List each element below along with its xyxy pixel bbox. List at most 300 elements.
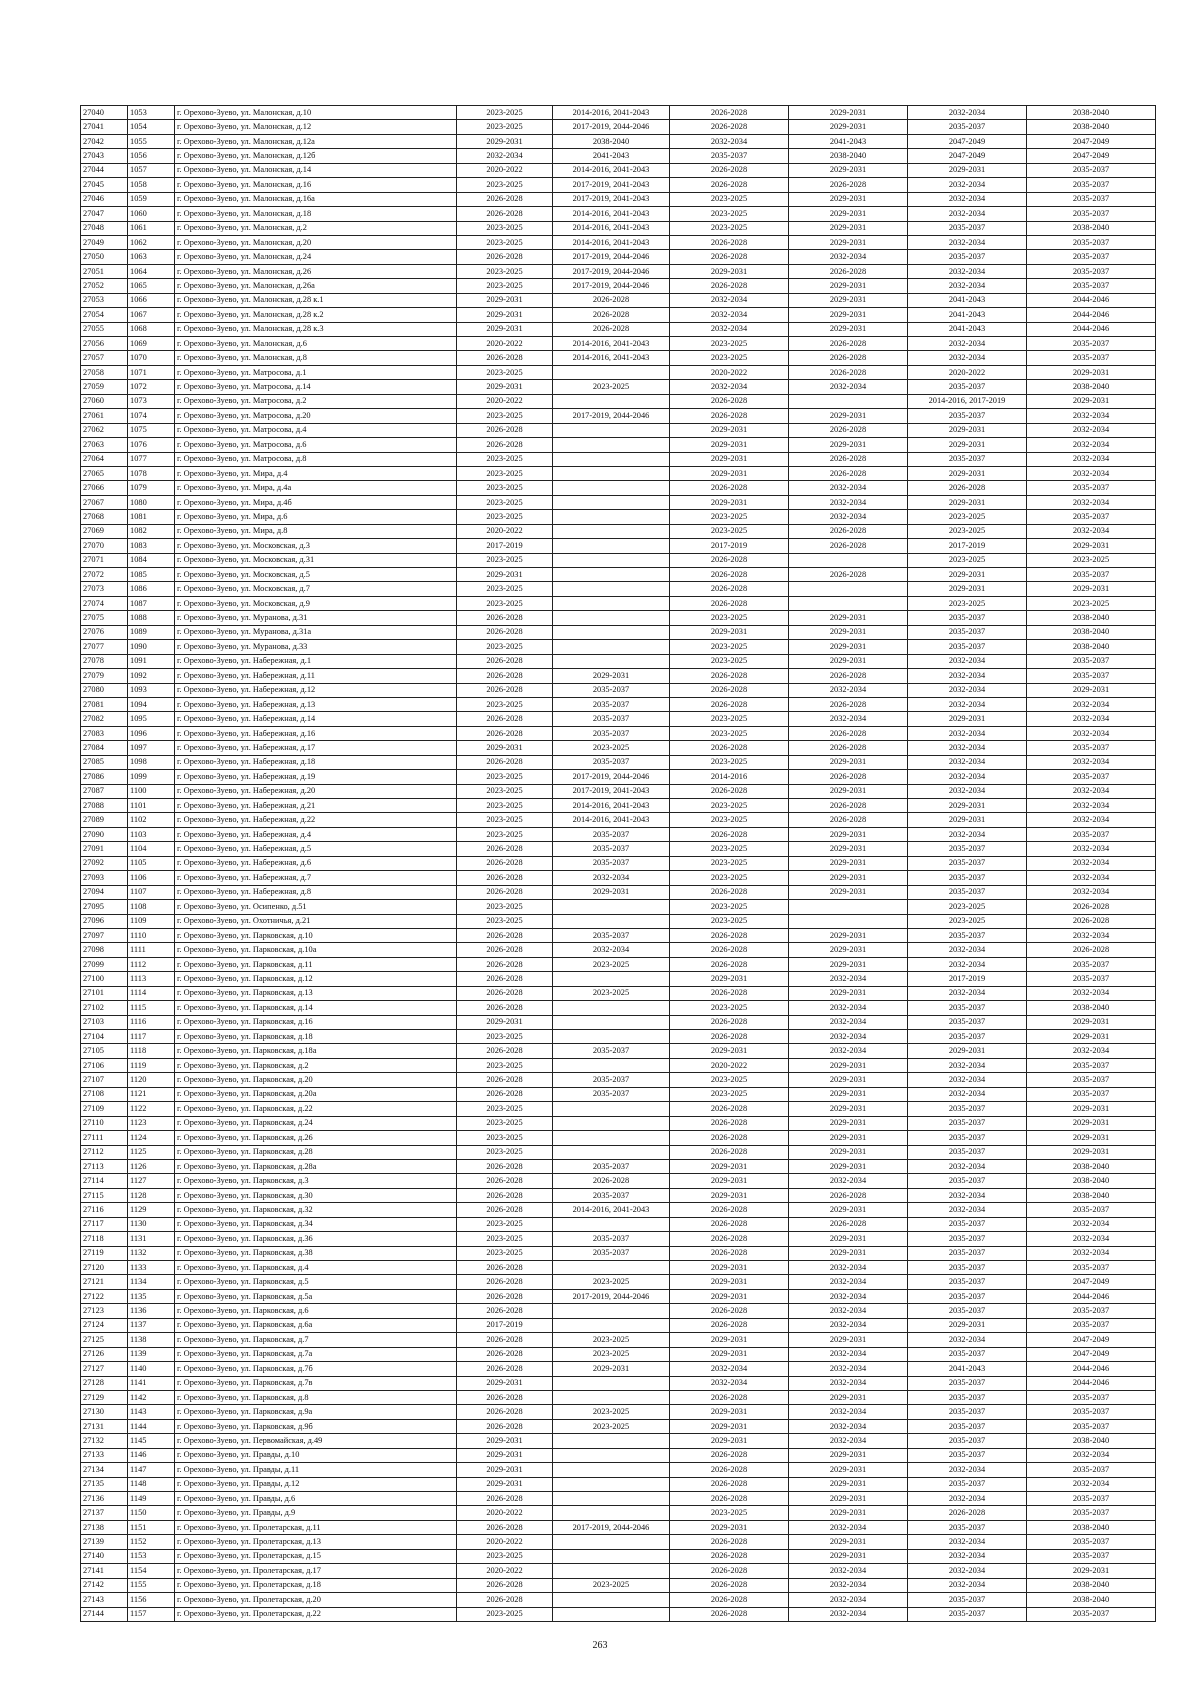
- table-row: [81, 1434, 1156, 1448]
- table-cell: г. Орехово-Зуево, ул. Первомайская, д.49: [175, 1434, 457, 1448]
- table-cell: 2035-2037: [908, 640, 1027, 654]
- table-cell: 2032-2034: [670, 322, 789, 336]
- table-row: [81, 134, 1156, 148]
- table-cell: 27139: [81, 1535, 128, 1549]
- table-cell: г. Орехово-Зуево, ул. Парковская, д.7в: [175, 1376, 457, 1390]
- table-cell: 2026-2028: [457, 972, 553, 986]
- table-cell: 2026-2028: [908, 1506, 1027, 1520]
- table-cell: 2023-2025: [670, 1001, 789, 1015]
- table-cell: 2026-2028: [457, 423, 553, 437]
- table-cell: 1126: [128, 1159, 175, 1173]
- table-cell: 2029-2031: [908, 568, 1027, 582]
- table-cell: [553, 1390, 670, 1404]
- table-cell: [553, 1116, 670, 1130]
- table-cell: 2035-2037: [553, 1044, 670, 1058]
- table-cell: 1156: [128, 1593, 175, 1607]
- table-cell: 27047: [81, 207, 128, 221]
- table-cell: 2029-2031: [457, 380, 553, 394]
- table-cell: 2029-2031: [789, 1535, 908, 1549]
- table-cell: 2032-2034: [789, 1030, 908, 1044]
- table-cell: 2026-2028: [670, 741, 789, 755]
- table-cell: 2029-2031: [789, 640, 908, 654]
- table-cell: 2014-2016, 2041-2043: [553, 799, 670, 813]
- table-cell: 27137: [81, 1506, 128, 1520]
- table-cell: г. Орехово-Зуево, ул. Набережная, д.14: [175, 712, 457, 726]
- table-cell: 27073: [81, 582, 128, 596]
- table-row: [81, 1607, 1156, 1621]
- table-cell: 2038-2040: [1027, 625, 1156, 639]
- table-cell: г. Орехово-Зуево, ул. Парковская, д.16: [175, 1015, 457, 1029]
- table-cell: 2023-2025: [457, 697, 553, 711]
- table-cell: 2023-2025: [457, 481, 553, 495]
- table-cell: г. Орехово-Зуево, ул. Малонская, д.2: [175, 221, 457, 235]
- table-cell: г. Орехово-Зуево, ул. Набережная, д.20: [175, 784, 457, 798]
- table-cell: 2017-2019, 2044-2046: [553, 120, 670, 134]
- table-cell: 2032-2034: [789, 1419, 908, 1433]
- table-cell: 27136: [81, 1492, 128, 1506]
- table-cell: 27109: [81, 1102, 128, 1116]
- table-cell: 2032-2034: [908, 726, 1027, 740]
- table-cell: 27051: [81, 264, 128, 278]
- table-cell: 2032-2034: [908, 264, 1027, 278]
- table-cell: 1103: [128, 827, 175, 841]
- table-cell: 1129: [128, 1203, 175, 1217]
- table-cell: 2023-2025: [457, 900, 553, 914]
- table-cell: 2029-2031: [670, 1405, 789, 1419]
- table-row: [81, 1131, 1156, 1145]
- table-cell: 2014-2016, 2041-2043: [553, 221, 670, 235]
- table-row: [81, 1203, 1156, 1217]
- table-cell: 2035-2037: [908, 380, 1027, 394]
- table-row: [81, 669, 1156, 683]
- table-cell: 2029-2031: [457, 1434, 553, 1448]
- table-cell: г. Орехово-Зуево, ул. Парковская, д.5: [175, 1275, 457, 1289]
- table-cell: 2029-2031: [789, 943, 908, 957]
- table-cell: 2026-2028: [457, 1347, 553, 1361]
- table-cell: 1113: [128, 972, 175, 986]
- table-cell: 2023-2025: [670, 900, 789, 914]
- table-cell: 2032-2034: [1027, 1477, 1156, 1491]
- table-cell: 2023-2025: [670, 192, 789, 206]
- table-cell: [789, 553, 908, 567]
- table-cell: 1083: [128, 539, 175, 553]
- table-cell: 2035-2037: [553, 1188, 670, 1202]
- table-cell: 1057: [128, 163, 175, 177]
- table-cell: 2035-2037: [908, 842, 1027, 856]
- table-row: [81, 1261, 1156, 1275]
- table-cell: 27042: [81, 134, 128, 148]
- table-cell: 2026-2028: [789, 697, 908, 711]
- table-cell: [553, 553, 670, 567]
- table-cell: 2035-2037: [908, 1174, 1027, 1188]
- table-cell: 27118: [81, 1232, 128, 1246]
- table-cell: 2035-2037: [908, 1520, 1027, 1534]
- table-cell: 2032-2034: [908, 1087, 1027, 1101]
- table-cell: 2029-2031: [670, 423, 789, 437]
- table-cell: 2026-2028: [789, 524, 908, 538]
- table-cell: г. Орехово-Зуево, ул. Парковская, д.28а: [175, 1159, 457, 1173]
- table-cell: 2032-2034: [908, 784, 1027, 798]
- table-cell: 2026-2028: [670, 582, 789, 596]
- table-cell: г. Орехово-Зуево, ул. Малонская, д.18: [175, 207, 457, 221]
- table-cell: 1127: [128, 1174, 175, 1188]
- table-cell: 2020-2022: [457, 524, 553, 538]
- table-cell: 2035-2037: [908, 611, 1027, 625]
- table-cell: 2023-2025: [457, 495, 553, 509]
- table-cell: [553, 582, 670, 596]
- table-cell: 2026-2028: [789, 178, 908, 192]
- table-cell: 2029-2031: [789, 322, 908, 336]
- table-cell: 2032-2034: [908, 1564, 1027, 1578]
- table-cell: г. Орехово-Зуево, ул. Малонская, д.26: [175, 264, 457, 278]
- table-cell: 2014-2016, 2041-2043: [553, 235, 670, 249]
- document-sheet: [80, 105, 1155, 1622]
- table-cell: 2035-2037: [1027, 1087, 1156, 1101]
- table-cell: 2029-2031: [670, 1289, 789, 1303]
- table-row: [81, 1549, 1156, 1563]
- table-cell: г. Орехово-Зуево, ул. Малонская, д.26а: [175, 279, 457, 293]
- table-cell: 2032-2034: [1027, 755, 1156, 769]
- table-cell: 27126: [81, 1347, 128, 1361]
- table-cell: 2032-2034: [908, 1535, 1027, 1549]
- table-cell: 2026-2028: [670, 1607, 789, 1621]
- table-row: [81, 1477, 1156, 1491]
- table-row: [81, 380, 1156, 394]
- table-cell: 2023-2025: [670, 726, 789, 740]
- table-cell: 2032-2034: [789, 481, 908, 495]
- table-cell: 2026-2028: [457, 712, 553, 726]
- table-cell: 2032-2034: [789, 1275, 908, 1289]
- table-cell: 2026-2028: [789, 770, 908, 784]
- table-row: [81, 308, 1156, 322]
- table-cell: [553, 524, 670, 538]
- table-cell: 2026-2028: [670, 986, 789, 1000]
- table-cell: 2029-2031: [789, 308, 908, 322]
- table-cell: 2035-2037: [908, 1448, 1027, 1462]
- table-cell: 2035-2037: [1027, 1261, 1156, 1275]
- table-cell: [553, 423, 670, 437]
- table-cell: 2038-2040: [553, 134, 670, 148]
- table-cell: 2035-2037: [1027, 669, 1156, 683]
- table-cell: 27063: [81, 438, 128, 452]
- table-cell: 2020-2022: [457, 1535, 553, 1549]
- table-row: [81, 1275, 1156, 1289]
- table-cell: 2032-2034: [789, 1434, 908, 1448]
- table-cell: г. Орехово-Зуево, ул. Набережная, д.4: [175, 827, 457, 841]
- table-cell: г. Орехово-Зуево, ул. Парковская, д.26: [175, 1131, 457, 1145]
- table-cell: г. Орехово-Зуево, ул. Московская, д.5: [175, 568, 457, 582]
- table-cell: 27061: [81, 409, 128, 423]
- table-cell: 2041-2043: [908, 322, 1027, 336]
- table-row: [81, 1304, 1156, 1318]
- table-cell: 2026-2028: [789, 423, 908, 437]
- table-cell: 1117: [128, 1030, 175, 1044]
- table-cell: 2026-2028: [789, 669, 908, 683]
- table-cell: 2014-2016, 2041-2043: [553, 1203, 670, 1217]
- table-cell: 1053: [128, 106, 175, 120]
- table-cell: 2032-2034: [789, 712, 908, 726]
- table-cell: г. Орехово-Зуево, ул. Парковская, д.28: [175, 1145, 457, 1159]
- table-cell: 2035-2037: [908, 120, 1027, 134]
- table-row: [81, 654, 1156, 668]
- table-cell: 27122: [81, 1289, 128, 1303]
- table-cell: 27103: [81, 1015, 128, 1029]
- table-cell: 1111: [128, 943, 175, 957]
- table-cell: 2035-2037: [1027, 972, 1156, 986]
- table-cell: г. Орехово-Зуево, ул. Пролетарская, д.11: [175, 1520, 457, 1534]
- table-cell: 2026-2028: [670, 957, 789, 971]
- table-cell: 2035-2037: [1027, 264, 1156, 278]
- table-cell: 2026-2028: [457, 207, 553, 221]
- table-cell: 2026-2028: [457, 1275, 553, 1289]
- table-cell: [553, 1506, 670, 1520]
- table-cell: г. Орехово-Зуево, ул. Московская, д.31: [175, 553, 457, 567]
- table-cell: 27119: [81, 1246, 128, 1260]
- table-cell: 2026-2028: [457, 755, 553, 769]
- table-cell: 2035-2037: [1027, 207, 1156, 221]
- table-cell: 2017-2019, 2041-2043: [553, 178, 670, 192]
- table-cell: 27102: [81, 1001, 128, 1015]
- table-cell: 27141: [81, 1564, 128, 1578]
- table-cell: [553, 1217, 670, 1231]
- table-cell: 2035-2037: [1027, 1318, 1156, 1332]
- table-cell: г. Орехово-Зуево, ул. Матросова, д.20: [175, 409, 457, 423]
- table-cell: 2029-2031: [789, 1058, 908, 1072]
- table-row: [81, 1578, 1156, 1592]
- table-cell: 2029-2031: [457, 1015, 553, 1029]
- table-cell: 2026-2028: [553, 1174, 670, 1188]
- table-cell: 2029-2031: [789, 1159, 908, 1173]
- table-cell: 2035-2037: [1027, 510, 1156, 524]
- table-cell: 1071: [128, 365, 175, 379]
- table-cell: 2026-2028: [670, 1015, 789, 1029]
- table-cell: 27131: [81, 1419, 128, 1433]
- table-cell: г. Орехово-Зуево, ул. Набережная, д.21: [175, 799, 457, 813]
- table-row: [81, 524, 1156, 538]
- table-cell: 2038-2040: [1027, 1520, 1156, 1534]
- table-cell: 2020-2022: [670, 365, 789, 379]
- table-cell: 2029-2031: [670, 466, 789, 480]
- table-cell: 2026-2028: [670, 120, 789, 134]
- table-cell: 1101: [128, 799, 175, 813]
- table-cell: 2029-2031: [1027, 1116, 1156, 1130]
- table-cell: 2029-2031: [908, 799, 1027, 813]
- table-cell: 2032-2034: [908, 235, 1027, 249]
- table-cell: 2035-2037: [908, 1289, 1027, 1303]
- table-cell: 1088: [128, 611, 175, 625]
- table-cell: 27114: [81, 1174, 128, 1188]
- table-cell: 2026-2028: [457, 1419, 553, 1433]
- table-cell: 2026-2028: [670, 553, 789, 567]
- table-cell: г. Орехово-Зуево, ул. Малонская, д.6: [175, 337, 457, 351]
- table-cell: 2026-2028: [670, 1448, 789, 1462]
- table-cell: 2023-2025: [908, 596, 1027, 610]
- table-row: [81, 784, 1156, 798]
- table-cell: 2026-2028: [457, 842, 553, 856]
- table-cell: 2023-2025: [553, 1578, 670, 1592]
- table-cell: 1122: [128, 1102, 175, 1116]
- table-row: [81, 1232, 1156, 1246]
- table-cell: г. Орехово-Зуево, ул. Набережная, д.6: [175, 856, 457, 870]
- table-cell: г. Орехово-Зуево, ул. Парковская, д.13: [175, 986, 457, 1000]
- table-row: [81, 192, 1156, 206]
- table-cell: 1055: [128, 134, 175, 148]
- table-cell: 2023-2025: [457, 784, 553, 798]
- table-cell: 2032-2034: [1027, 452, 1156, 466]
- table-cell: 2029-2031: [457, 1448, 553, 1462]
- table-cell: 27133: [81, 1448, 128, 1462]
- table-cell: г. Орехово-Зуево, ул. Набережная, д.13: [175, 697, 457, 711]
- table-cell: г. Орехово-Зуево, ул. Парковская, д.6: [175, 1304, 457, 1318]
- page-number: 263: [592, 1640, 608, 1651]
- table-cell: 1085: [128, 568, 175, 582]
- table-cell: 2014-2016, 2017-2019: [908, 394, 1027, 408]
- table-cell: 2023-2025: [457, 827, 553, 841]
- table-cell: 1128: [128, 1188, 175, 1202]
- table-cell: 27075: [81, 611, 128, 625]
- table-cell: 2023-2025: [457, 1145, 553, 1159]
- table-cell: 2035-2037: [908, 250, 1027, 264]
- table-cell: 2041-2043: [908, 293, 1027, 307]
- table-cell: 2032-2034: [789, 495, 908, 509]
- table-cell: г. Орехово-Зуево, ул. Малонская, д.28 к.2: [175, 308, 457, 322]
- table-cell: [789, 394, 908, 408]
- table-cell: 27130: [81, 1405, 128, 1419]
- table-cell: г. Орехово-Зуево, ул. Набережная, д.8: [175, 885, 457, 899]
- table-cell: 2029-2031: [670, 1275, 789, 1289]
- table-cell: 2047-2049: [1027, 1333, 1156, 1347]
- table-cell: 2023-2025: [908, 914, 1027, 928]
- table-cell: 1091: [128, 654, 175, 668]
- table-cell: 2017-2019: [670, 539, 789, 553]
- table-cell: 2017-2019, 2044-2046: [553, 409, 670, 423]
- table-cell: 2023-2025: [670, 914, 789, 928]
- table-cell: 27117: [81, 1217, 128, 1231]
- table-row: [81, 799, 1156, 813]
- table-cell: 2029-2031: [553, 669, 670, 683]
- table-row: [81, 914, 1156, 928]
- table-cell: 27080: [81, 683, 128, 697]
- table-cell: 2029-2031: [789, 611, 908, 625]
- table-cell: 2029-2031: [789, 1549, 908, 1563]
- table-cell: 2023-2025: [457, 914, 553, 928]
- table-row: [81, 1217, 1156, 1231]
- table-cell: 2035-2037: [1027, 163, 1156, 177]
- table-row: [81, 683, 1156, 697]
- table-cell: 1110: [128, 928, 175, 942]
- table-cell: 2029-2031: [908, 1318, 1027, 1332]
- table-cell: 2035-2037: [553, 712, 670, 726]
- table-cell: 2023-2025: [670, 813, 789, 827]
- table-cell: 2032-2034: [1027, 1448, 1156, 1462]
- table-cell: 1066: [128, 293, 175, 307]
- table-cell: 2026-2028: [457, 1578, 553, 1592]
- table-cell: 2017-2019, 2044-2046: [553, 250, 670, 264]
- table-cell: 2029-2031: [789, 235, 908, 249]
- table-cell: 2035-2037: [908, 409, 1027, 423]
- table-cell: 2032-2034: [789, 380, 908, 394]
- table-cell: 2026-2028: [670, 1304, 789, 1318]
- table-cell: 2026-2028: [1027, 943, 1156, 957]
- table-cell: 2023-2025: [553, 1419, 670, 1433]
- table-cell: 2026-2028: [1027, 900, 1156, 914]
- table-cell: г. Орехово-Зуево, ул. Правды, д.12: [175, 1477, 457, 1491]
- table-cell: 2023-2025: [670, 856, 789, 870]
- table-cell: 2029-2031: [789, 192, 908, 206]
- table-row: [81, 1535, 1156, 1549]
- table-cell: 2032-2034: [553, 943, 670, 957]
- table-cell: 2029-2031: [789, 1506, 908, 1520]
- table-cell: 1099: [128, 770, 175, 784]
- table-cell: г. Орехово-Зуево, ул. Матросова, д.6: [175, 438, 457, 452]
- table-cell: 2038-2040: [1027, 1001, 1156, 1015]
- table-cell: 27140: [81, 1549, 128, 1563]
- table-cell: 2014-2016, 2041-2043: [553, 106, 670, 120]
- table-cell: 2029-2031: [670, 1159, 789, 1173]
- table-cell: 2029-2031: [908, 813, 1027, 827]
- table-cell: 2032-2034: [908, 697, 1027, 711]
- table-cell: 1080: [128, 495, 175, 509]
- table-cell: 2032-2034: [789, 510, 908, 524]
- table-cell: 1069: [128, 337, 175, 351]
- table-cell: 2023-2025: [457, 1246, 553, 1260]
- table-cell: 27077: [81, 640, 128, 654]
- table-cell: 27059: [81, 380, 128, 394]
- table-cell: г. Орехово-Зуево, ул. Малонская, д.16: [175, 178, 457, 192]
- table-cell: 1062: [128, 235, 175, 249]
- table-cell: 2026-2028: [457, 1492, 553, 1506]
- table-cell: 1058: [128, 178, 175, 192]
- table-cell: г. Орехово-Зуево, ул. Матросова, д.14: [175, 380, 457, 394]
- table-cell: 2026-2028: [457, 351, 553, 365]
- table-cell: г. Орехово-Зуево, ул. Охотничья, д.21: [175, 914, 457, 928]
- table-cell: 2023-2025: [457, 106, 553, 120]
- table-cell: 2035-2037: [908, 1001, 1027, 1015]
- table-cell: 27113: [81, 1159, 128, 1173]
- table-cell: 27100: [81, 972, 128, 986]
- table-row: [81, 755, 1156, 769]
- table-cell: 2035-2037: [1027, 1463, 1156, 1477]
- table-row: [81, 712, 1156, 726]
- table-cell: 2014-2016: [670, 770, 789, 784]
- table-cell: г. Орехово-Зуево, ул. Правды, д.10: [175, 1448, 457, 1462]
- table-cell: 2029-2031: [670, 1044, 789, 1058]
- table-cell: 2029-2031: [789, 1145, 908, 1159]
- table-cell: [553, 510, 670, 524]
- table-cell: 2026-2028: [1027, 914, 1156, 928]
- table-cell: г. Орехово-Зуево, ул. Парковская, д.24: [175, 1116, 457, 1130]
- table-cell: 2023-2025: [457, 235, 553, 249]
- table-cell: г. Орехово-Зуево, ул. Малонская, д.28 к.1: [175, 293, 457, 307]
- table-cell: 2029-2031: [457, 741, 553, 755]
- table-cell: 2026-2028: [789, 799, 908, 813]
- table-cell: г. Орехово-Зуево, ул. Пролетарская, д.22: [175, 1607, 457, 1621]
- table-cell: 1100: [128, 784, 175, 798]
- table-row: [81, 1044, 1156, 1058]
- table-cell: 2032-2034: [908, 1463, 1027, 1477]
- table-cell: 1094: [128, 697, 175, 711]
- table-cell: 2035-2037: [1027, 1506, 1156, 1520]
- table-row: [81, 423, 1156, 437]
- table-cell: 27116: [81, 1203, 128, 1217]
- table-cell: 2029-2031: [908, 1044, 1027, 1058]
- table-cell: [789, 596, 908, 610]
- table-cell: 2035-2037: [1027, 1549, 1156, 1563]
- table-cell: 27132: [81, 1434, 128, 1448]
- table-cell: г. Орехово-Зуево, ул. Правды, д.9: [175, 1506, 457, 1520]
- table-cell: 2017-2019: [457, 539, 553, 553]
- table-cell: [553, 625, 670, 639]
